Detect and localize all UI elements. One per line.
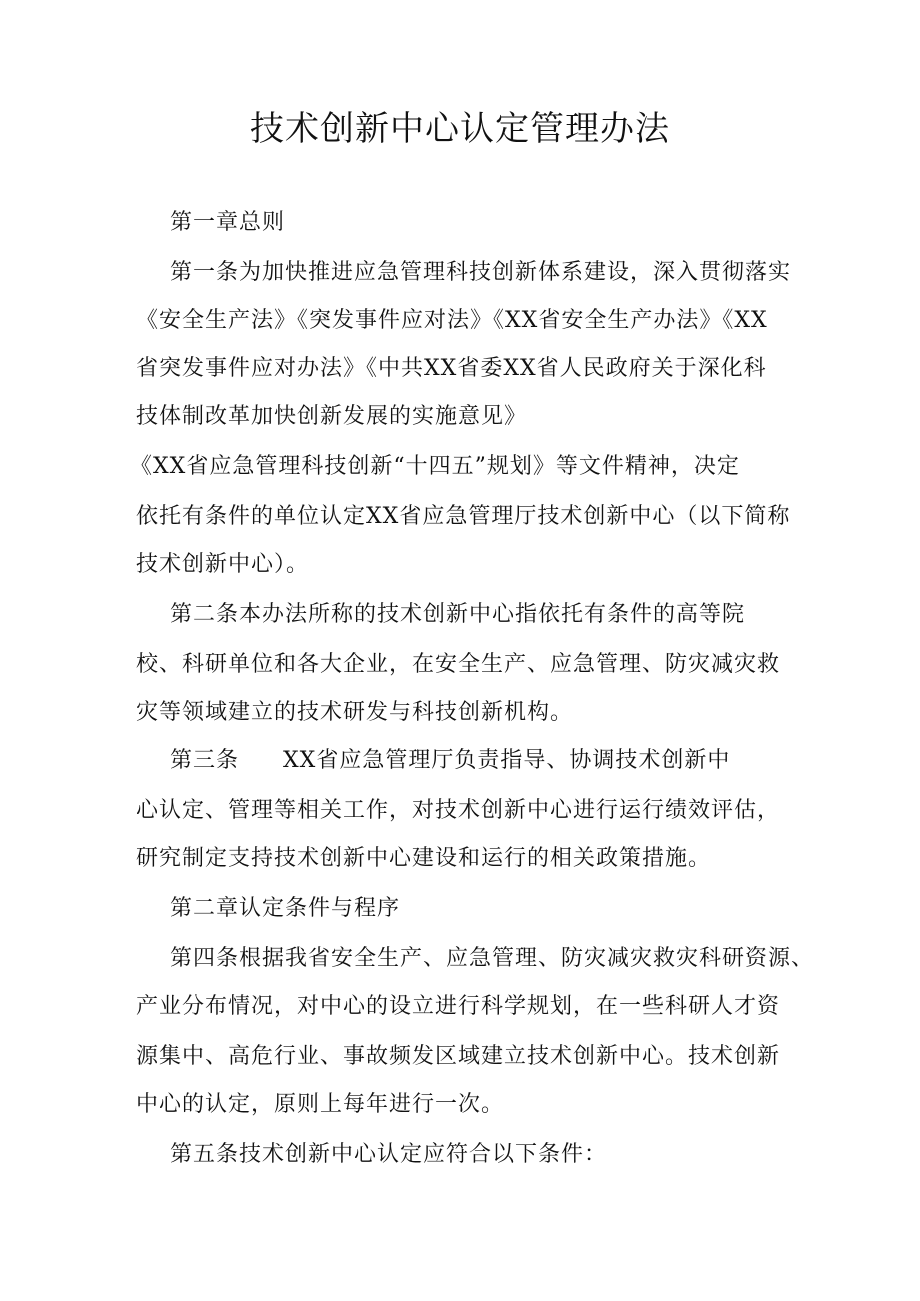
paragraph-line: 校、科研单位和各大企业，在安全生产、应急管理、防灾减灾救 (136, 652, 781, 677)
paragraph-line: 技术创新中心）。 (136, 552, 310, 577)
paragraph-line: 心认定、管理等相关工作，对技术创新中心进行运行绩效评估， (136, 798, 781, 823)
paragraph-line: 依托有条件的单位认定XX省应急管理厅技术创新中心（以下简称 (136, 504, 791, 529)
paragraph-line: 灾等领域建立的技术研发与科技创新机构。 (136, 700, 574, 725)
paragraph-line: 《安全生产法》《突发事件应对法》《XX省安全生产办法》《XX (136, 308, 768, 333)
paragraph-line: 第五条技术创新中心认定应符合以下条件： (170, 1142, 608, 1167)
paragraph-line: 第四条根据我省安全生产、应急管理、防灾减灾救灾科研资源、 (170, 946, 815, 971)
paragraph-line: 产业分布情况，对中心的设立进行科学规划，在一些科研人才资 (136, 994, 781, 1019)
paragraph-line: 第一条为加快推进应急管理科技创新体系建设，深入贯彻落实 (170, 260, 792, 285)
chapter-heading: 第二章认定条件与程序 (170, 896, 401, 921)
paragraph-line: 源集中、高危行业、事故频发区域建立技术创新中心。技术创新 (136, 1044, 781, 1069)
article-label: 第三条 (170, 748, 240, 773)
paragraph-line: 省突发事件应对办法》《中共XX省委XX省人民政府关于深化科 (136, 356, 767, 381)
paragraph-line: 技体制改革加快创新发展的实施意见》 (136, 404, 528, 429)
paragraph-line: 中心的认定，原则上每年进行一次。 (136, 1092, 505, 1117)
document-title: 技术创新中心认定管理办法 (250, 109, 670, 149)
paragraph-line: 《XX省应急管理科技创新“十四五”规划》等文件精神，决定 (130, 454, 740, 479)
paragraph-line: 研究制定支持技术创新中心建设和运行的相关政策措施。 (136, 846, 712, 871)
paragraph-line: 第二条本办法所称的技术创新中心指依托有条件的高等院 (170, 602, 746, 627)
paragraph-line: XX省应急管理厅负责指导、协调技术创新中 (283, 748, 731, 773)
chapter-heading: 第一章总则 (170, 210, 286, 235)
